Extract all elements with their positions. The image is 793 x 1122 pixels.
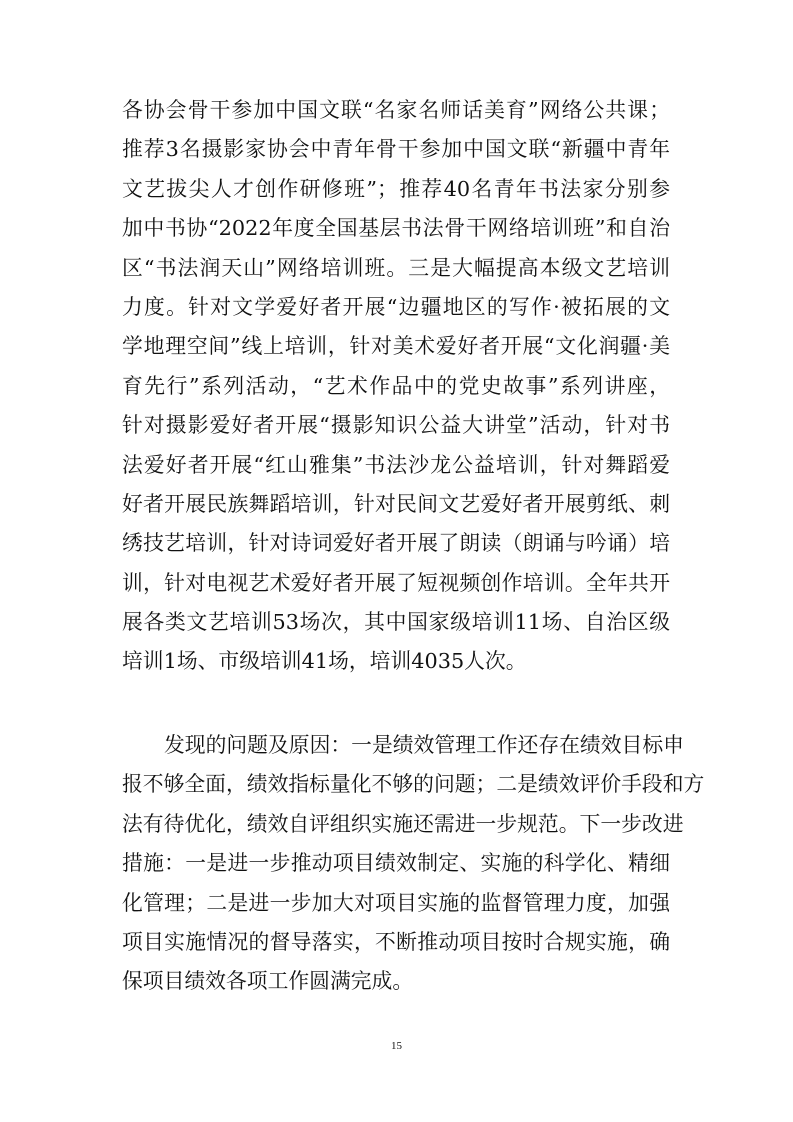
paragraph-line: 加中书协“2022年度全国基层书法骨干网络培训班”和自治	[122, 216, 670, 241]
paragraph-line: 好者开展民族舞蹈培训，针对民间文艺爱好者开展剪纸、刺	[122, 491, 670, 516]
paragraph-line: 学地理空间”线上培训，针对美术爱好者开展“文化润疆·美	[122, 334, 670, 359]
paragraph-line: 培训1场、市级培训41场，培训4035人次。	[122, 649, 527, 674]
paragraph-line: 发现的问题及原因：一是绩效管理工作还存在绩效目标申	[164, 733, 684, 757]
paragraph-line: 化管理；二是进一步加大对项目实施的监督管理力度，加强	[122, 890, 670, 915]
paragraph-line: 法有待优化，绩效自评组织实施还需进一步规范。下一步改进	[122, 811, 684, 836]
paragraph-line: 区“书法润天山”网络培训班。三是大幅提高本级文艺培训	[122, 255, 670, 280]
paragraph-line: 绣技艺培训，针对诗词爱好者开展了朗读（朗诵与吟诵）培	[122, 531, 670, 556]
paragraph-problems	[122, 726, 705, 1002]
paragraph-line: 措施：一是进一步推动项目绩效制定、实施的科学化、精细	[122, 851, 670, 876]
paragraph-line: 训，针对电视艺术爱好者开展了短视频创作培训。全年共开	[122, 570, 670, 595]
paragraph-training	[122, 91, 670, 682]
paragraph-line: 项目实施情况的督导落实，不断推动项目按时合规实施，确	[122, 929, 670, 954]
paragraph-line: 各协会骨干参加中国文联“名家名师话美育”网络公共课；	[122, 98, 670, 122]
page-number: 15	[391, 1040, 402, 1052]
paragraph-line: 推荐3名摄影家协会中青年骨干参加中国文联“新疆中青年	[122, 137, 670, 162]
paragraph-line: 力度。针对文学爱好者开展“边疆地区的写作·被拓展的文	[122, 294, 670, 319]
paragraph-line: 报不够全面，绩效指标量化不够的问题；二是绩效评价手段和方	[122, 772, 705, 797]
paragraph-line: 法爱好者开展“红山雅集”书法沙龙公益培训，针对舞蹈爱	[122, 452, 670, 477]
paragraph-line: 保项目绩效各项工作圆满完成。	[122, 969, 414, 994]
paragraph-line: 针对摄影爱好者开展“摄影知识公益大讲堂”活动，针对书	[122, 413, 670, 438]
paragraph-line: 展各类文艺培训53场次，其中国家级培训11场、自治区级	[122, 610, 670, 635]
paragraph-line: 育先行”系列活动，“艺术作品中的党史故事”系列讲座，	[122, 373, 670, 398]
paragraph-line: 文艺拔尖人才创作研修班”；推荐40名青年书法家分别参	[122, 176, 670, 201]
